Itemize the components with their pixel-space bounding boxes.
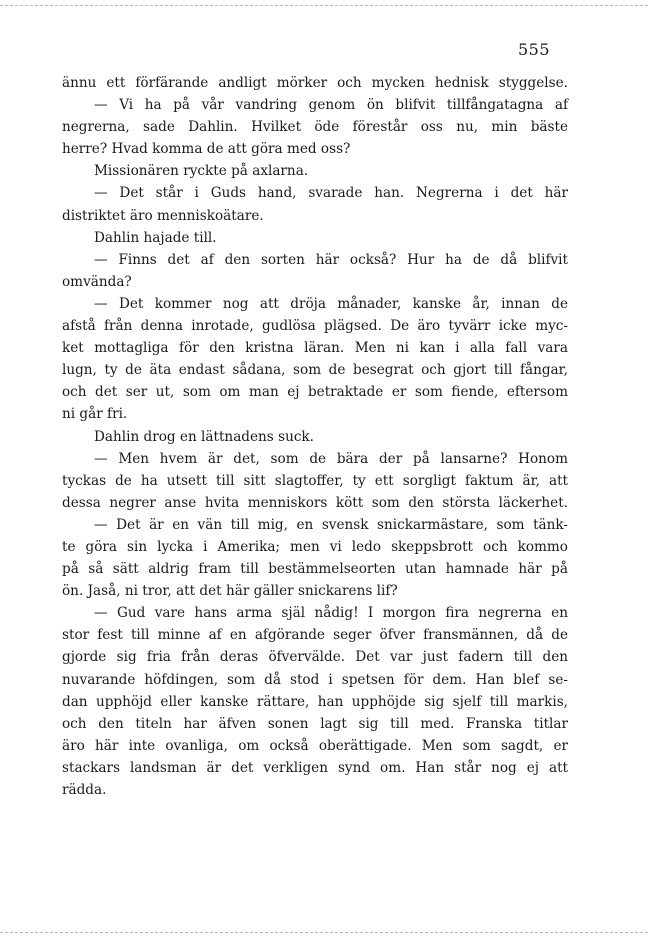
text-line [62, 558, 568, 580]
text-line [62, 160, 568, 182]
text-line-content: ket mottagliga för den kristna läran. Men ni kan i alla fall vara [62, 340, 568, 357]
text-line-content: — Finns det af den sorten här också? Hur ha de då blifvit [94, 251, 568, 268]
text-line-content: — Gud vare hans arma själ nådig! I morgon fira negrerna en [94, 605, 568, 622]
text-line-content: lugn, ty de äta endast sådana, som de besegrat och gjort till fångar, [62, 362, 568, 379]
text-line [62, 381, 568, 403]
text-line-content: stackars landsman är det verkligen synd om. Han står nog ej att [62, 759, 568, 776]
text-line-content: stor fest till minne af en afgörande seger öfver fransmännen, då de [62, 627, 568, 644]
text-line-content: och den titeln har äfven sonen lagt sig till med. Franska titlar [62, 715, 568, 732]
text-line-content: — Det står i Guds hand, svarade han. Negrerna i det här [94, 185, 568, 202]
text-line-content: ön. Jaså, ni tror, att det här gäller snickarens lif? [62, 583, 398, 600]
text-line [62, 337, 568, 359]
text-line-content: negrerna, sade Dahlin. Hvilket öde förestår oss nu, min bäste [62, 119, 568, 136]
text-line-content: distriktet äro menniskoätare. [62, 207, 264, 224]
text-line-content: dessa negrer anse hvita menniskors kött som den största läckerhet. [62, 494, 568, 511]
text-line [62, 359, 568, 381]
text-line [62, 138, 568, 160]
text-line [62, 470, 568, 492]
text-line [62, 602, 568, 624]
text-line [62, 691, 568, 713]
text-line-content: dan upphöjd eller kanske rättare, han upphöjde sig sjelf till markis, [62, 693, 568, 710]
text-line [62, 580, 568, 602]
text-line-content: herre? Hvad komma de att göra med oss? [62, 141, 351, 158]
text-line [62, 249, 568, 271]
text-line-content: gjorde sig fria från deras öfvervälde. Det var just fadern till den [62, 649, 568, 666]
text-line [62, 227, 568, 249]
text-line [62, 735, 568, 757]
text-line [62, 182, 568, 204]
text-line-content: ännu ett förfärande andligt mörker och mycken hednisk styggelse. [62, 75, 568, 91]
text-line-content: te göra sin lycka i Amerika; men vi ledo skeppsbrott och kommo [62, 538, 568, 555]
text-line [62, 536, 568, 558]
text-line-content: omvända? [62, 273, 132, 290]
text-line-content: afstå från denna inrotade, gudlösa plägsed. De äro tyvärr icke myc- [62, 318, 568, 335]
text-line [62, 448, 568, 470]
text-line-content: ni går fri. [62, 406, 128, 423]
text-line [62, 646, 568, 668]
text-line [62, 492, 568, 514]
text-line [62, 426, 568, 448]
text-line-content: rädda. [62, 782, 107, 798]
page-number: 555 [517, 40, 550, 59]
text-line-content: — Men hvem är det, som de bära der på lansarne? Honom [94, 450, 568, 467]
text-line [62, 293, 568, 315]
text-line [62, 713, 568, 735]
text-line [62, 403, 568, 425]
top-scan-border [0, 5, 648, 6]
text-line [62, 116, 568, 138]
text-line [62, 624, 568, 646]
text-line-content: — Det är en vän till mig, en svensk snickarmästare, som tänk- [94, 516, 568, 533]
bottom-scan-border [0, 932, 648, 933]
text-line-content: Dahlin drog en lättnadens suck. [94, 428, 314, 445]
text-line [62, 94, 568, 116]
text-line [62, 514, 568, 536]
text-line-content: och det ser ut, som om man ej betraktade er som fiende, eftersom [62, 384, 568, 401]
text-line-content: på så sätt aldrig fram till bestämmelseorten utan hamnade här på [62, 561, 568, 578]
text-line-content: äro här inte ovanliga, om också oberättigade. Men som sagdt, er [62, 737, 568, 754]
page-text [62, 72, 568, 801]
text-line [62, 205, 568, 227]
text-line [62, 315, 568, 337]
text-line [62, 757, 568, 779]
text-line-content: Missionären ryckte på axlarna. [94, 163, 309, 180]
text-line [62, 779, 568, 801]
text-line [62, 669, 568, 691]
text-line-content: Dahlin hajade till. [94, 229, 217, 246]
text-line [62, 72, 568, 94]
text-line-content: — Det kommer nog att dröja månader, kanske år, innan de [94, 295, 568, 312]
text-line-content: — Vi ha på vår vandring genom ön blifvit tillfångatagna af [94, 97, 568, 114]
text-line-content: tyckas de ha utsett till sitt slagtoffer, ty ett sorgligt faktum är, att [62, 472, 568, 489]
text-line [62, 271, 568, 293]
text-line-content: nuvarande höfdingen, som då stod i spetsen för dem. Han blef se- [62, 671, 568, 688]
